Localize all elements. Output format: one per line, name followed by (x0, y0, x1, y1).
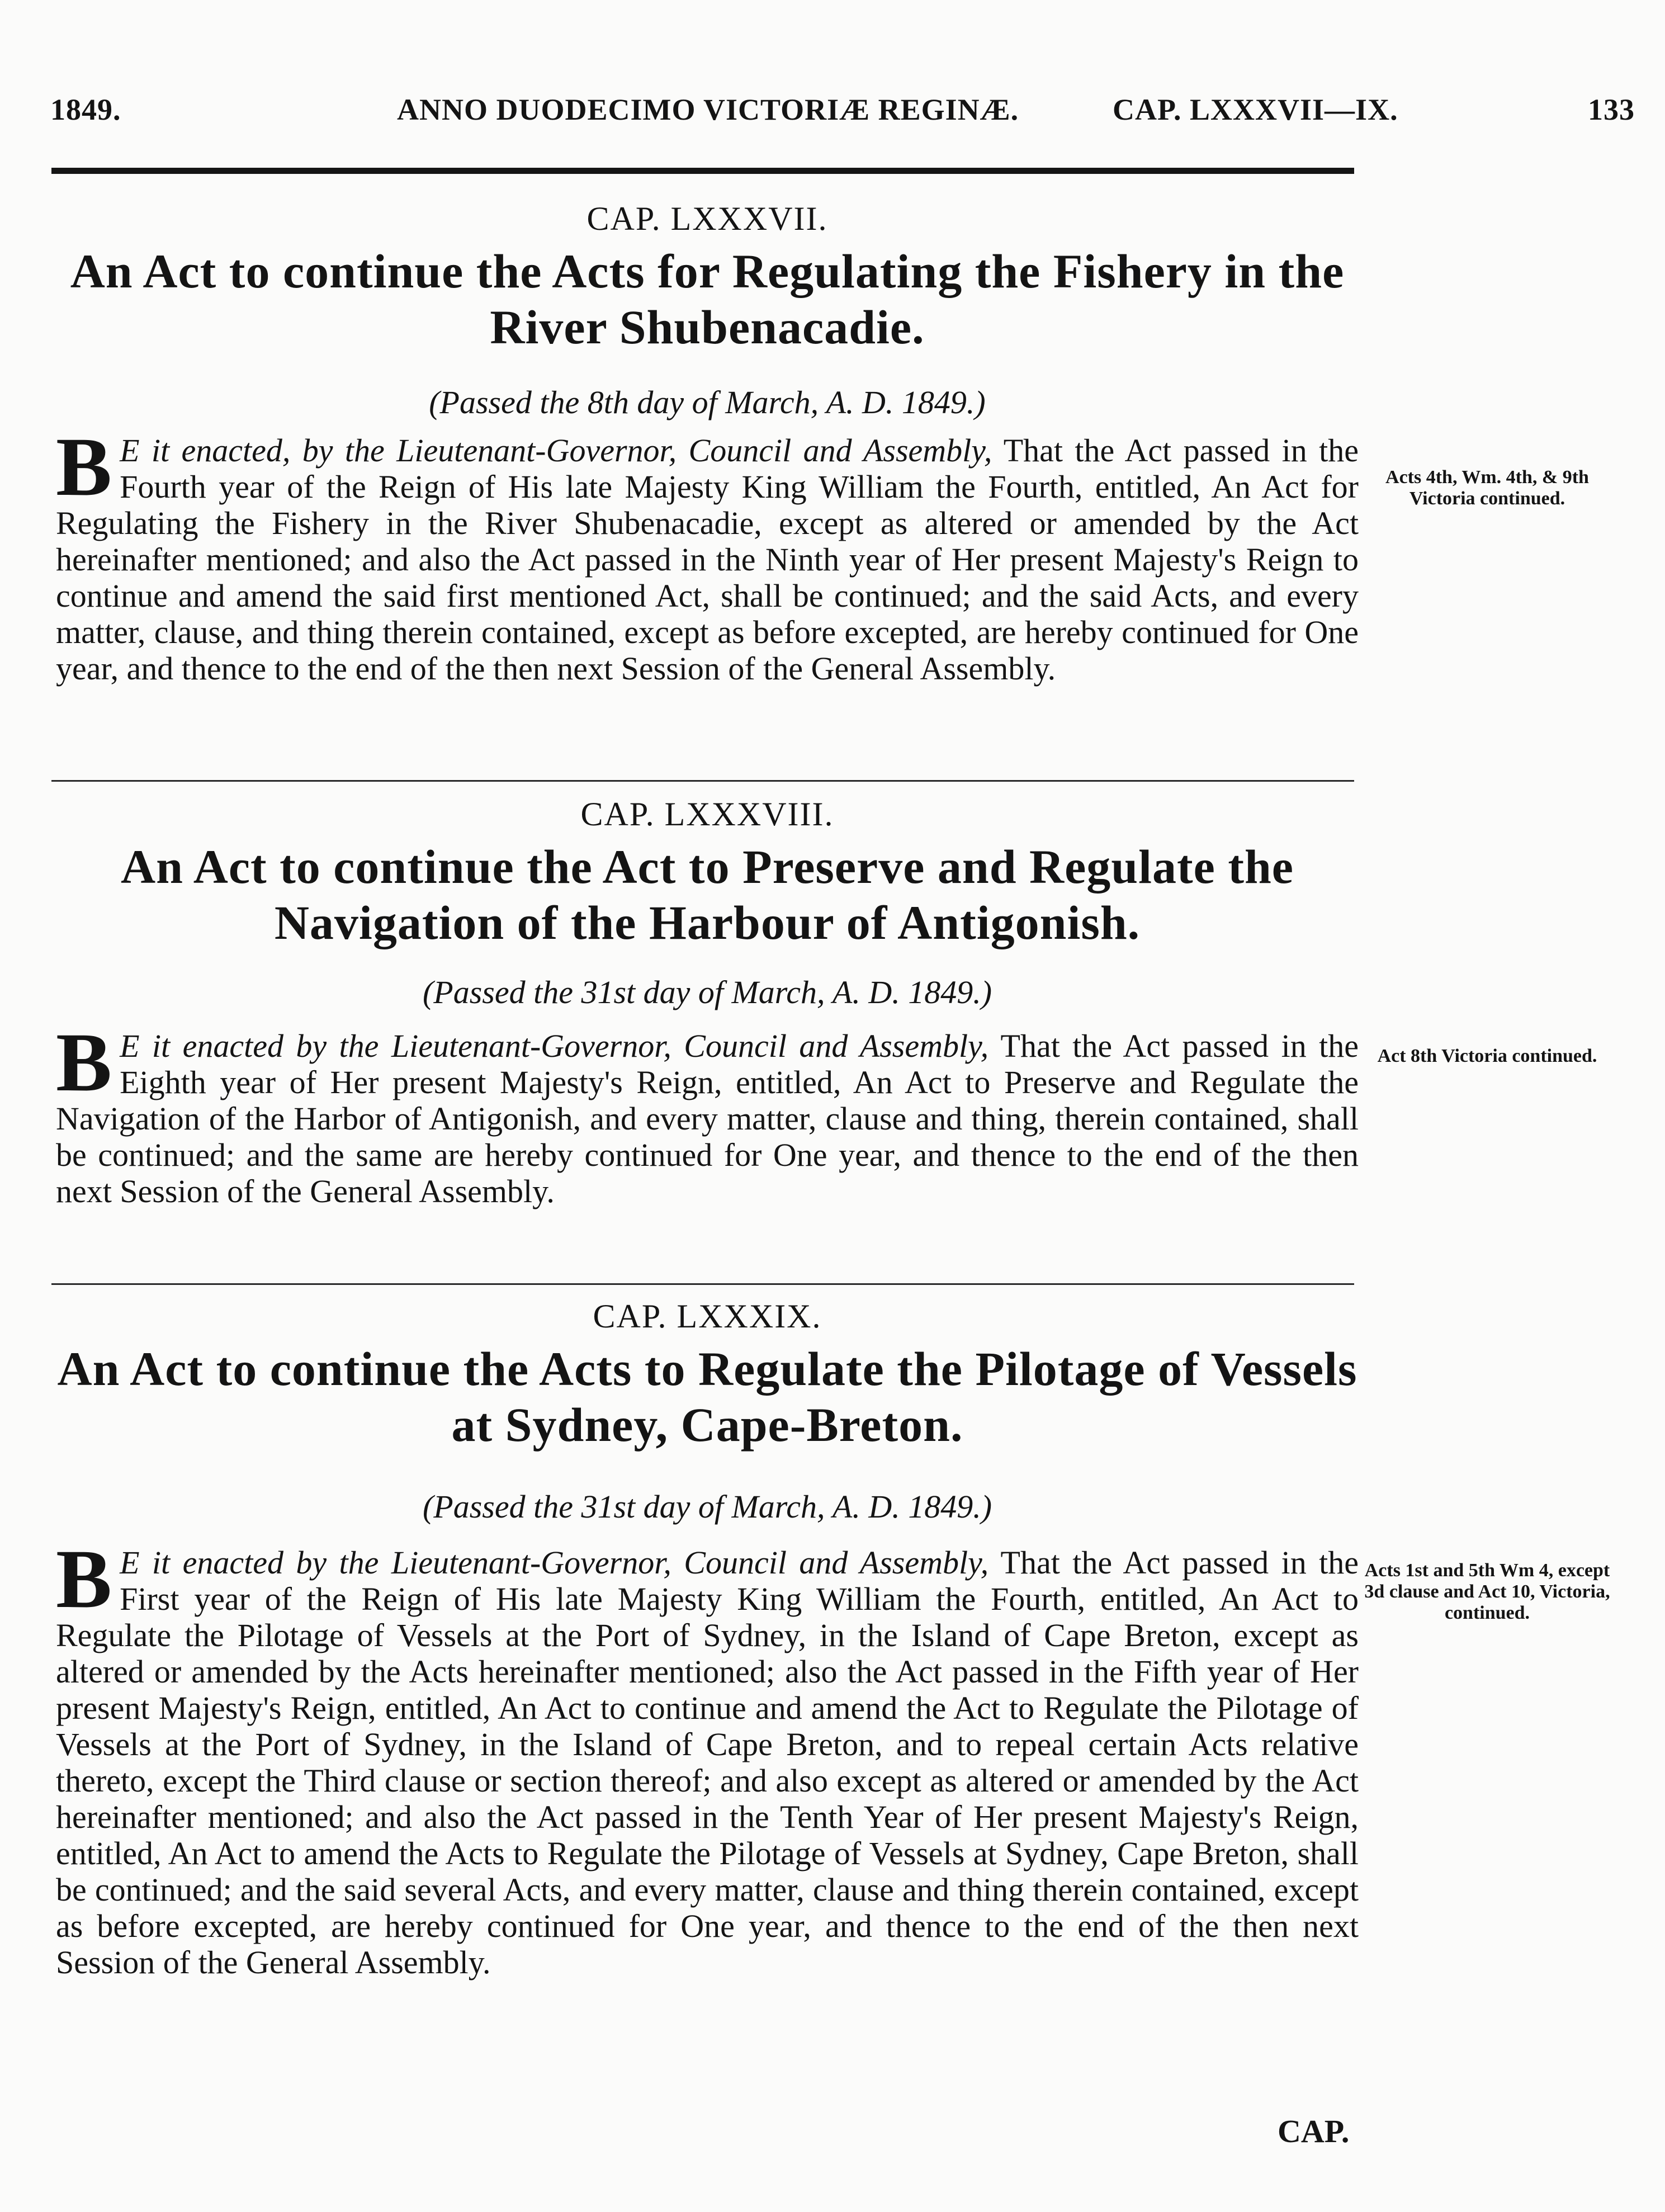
margin-note: Acts 1st and 5th Wm 4, except 3d clause and Act 10, Victoria, continued. (1364, 1560, 1610, 1623)
enacting-clause: E it enacted by the Lieutenant-Governor, Council and Assembly, (120, 1028, 989, 1064)
enacting-clause: E it enacted by the Lieutenant-Governor, Council and Assembly, (120, 1544, 989, 1581)
act-title: An Act to continue the Acts for Regulating the Fishery in the River Shubenacadie. (70, 244, 1345, 354)
act-body (56, 1533, 1359, 1981)
act-text: That the Act passed in the Eighth year of Her present Majesty's Reign, entitled, An Act to Preserve and Regulate the Navigation of the Harbor of Antigonish, and every matter, clause and thing, therein contained, shall be continued; and the same are hereby continued for One year, and thence to the end of the then next Session of the General Assembly. (56, 1028, 1359, 1209)
act-section (56, 1296, 1359, 1981)
drop-cap: B (56, 420, 112, 513)
chapter-number: CAP. LXXXIX. (593, 1298, 822, 1335)
act-body (56, 420, 1359, 687)
act-title: An Act to continue the Act to Preserve and Regulate the Navigation of the Harbour of Antigonish. (121, 840, 1294, 949)
header-year: 1849. (50, 93, 121, 126)
act-text: That the Act passed in the First year of the Reign of His late Majesty King William the Fourth, entitled, An Act to Regulate the Pilotage of Vessels at the Port of Sydney, in the Island of Cape Breton, except as altered or amended by the Acts hereinafter mentioned; also the Act passed in the Fifth year of Her present Majesty's Reign, entitled, An Act to continue and amend the Act to Regulate the Pilotage of Vessels at the Port of Sydney, in the Island of Cape Breton, and to repeal certain Acts relative thereto, except the Third clause or section thereof; and also except as altered or amended by the Act hereinafter mentioned; and also the Act passed in the Tenth Year of Her present Majesty's Reign, entitled, An Act to amend the Acts to Regulate the Pilotage of Vessels at Sydney, Cape Breton, shall be continued; and the said several Acts, and every matter, clause and thing therein contained, except as before excepted, are hereby continued for One year, and thence to the end of the then next Session of the General Assembly. (56, 1544, 1359, 1981)
chapter-number: CAP. LXXXVIII. (580, 796, 834, 833)
passed-date: (Passed the 31st day of March, A. D. 1849.) (422, 1488, 992, 1525)
act-section (56, 794, 1359, 1209)
header-page-number: 133 (1588, 93, 1635, 126)
chapter-number: CAP. LXXXVII. (586, 200, 828, 237)
header-title: ANNO DUODECIMO VICTORIÆ REGINÆ. (397, 93, 1019, 126)
section-divider (51, 780, 1354, 782)
margin-note: Acts 4th, Wm. 4th, & 9th Victoria continued. (1385, 467, 1589, 509)
header-rule (51, 168, 1354, 174)
passed-date: (Passed the 31st day of March, A. D. 1849.) (422, 974, 992, 1010)
act-text: That the Act passed in the Fourth year of the Reign of His late Majesty King William the Fourth, entitled, An Act for Regulating the Fishery in the River Shubenacadie, except as altered or amended by the Act hereinafter mentioned; and also the Act passed in the Ninth year of Her present Majesty's Reign to continue and amend the said first mentioned Act, shall be continued; and the said Acts, and every matter, clause, and thing therein contained, except as before excepted, are hereby continued for One year, and thence to the end of the then next Session of the General Assembly. (56, 432, 1359, 687)
enacting-clause: E it enacted, by the Lieutenant-Governor, Council and Assembly, (120, 432, 992, 469)
act-title: An Act to continue the Acts to Regulate the Pilotage of Vessels at Sydney, Cape-Breton. (57, 1342, 1357, 1452)
passed-date: (Passed the 8th day of March, A. D. 1849.) (429, 384, 986, 420)
header-chapter: CAP. LXXXVII—IX. (1113, 93, 1398, 126)
margin-note: Act 8th Victoria continued. (1377, 1046, 1597, 1066)
drop-cap: B (56, 1016, 112, 1109)
act-body (56, 1016, 1359, 1209)
act-section (56, 198, 1359, 687)
running-header (45, 92, 1635, 131)
section-divider (51, 1283, 1354, 1285)
catchword: CAP. (1278, 2113, 1350, 2149)
drop-cap: B (56, 1533, 112, 1625)
